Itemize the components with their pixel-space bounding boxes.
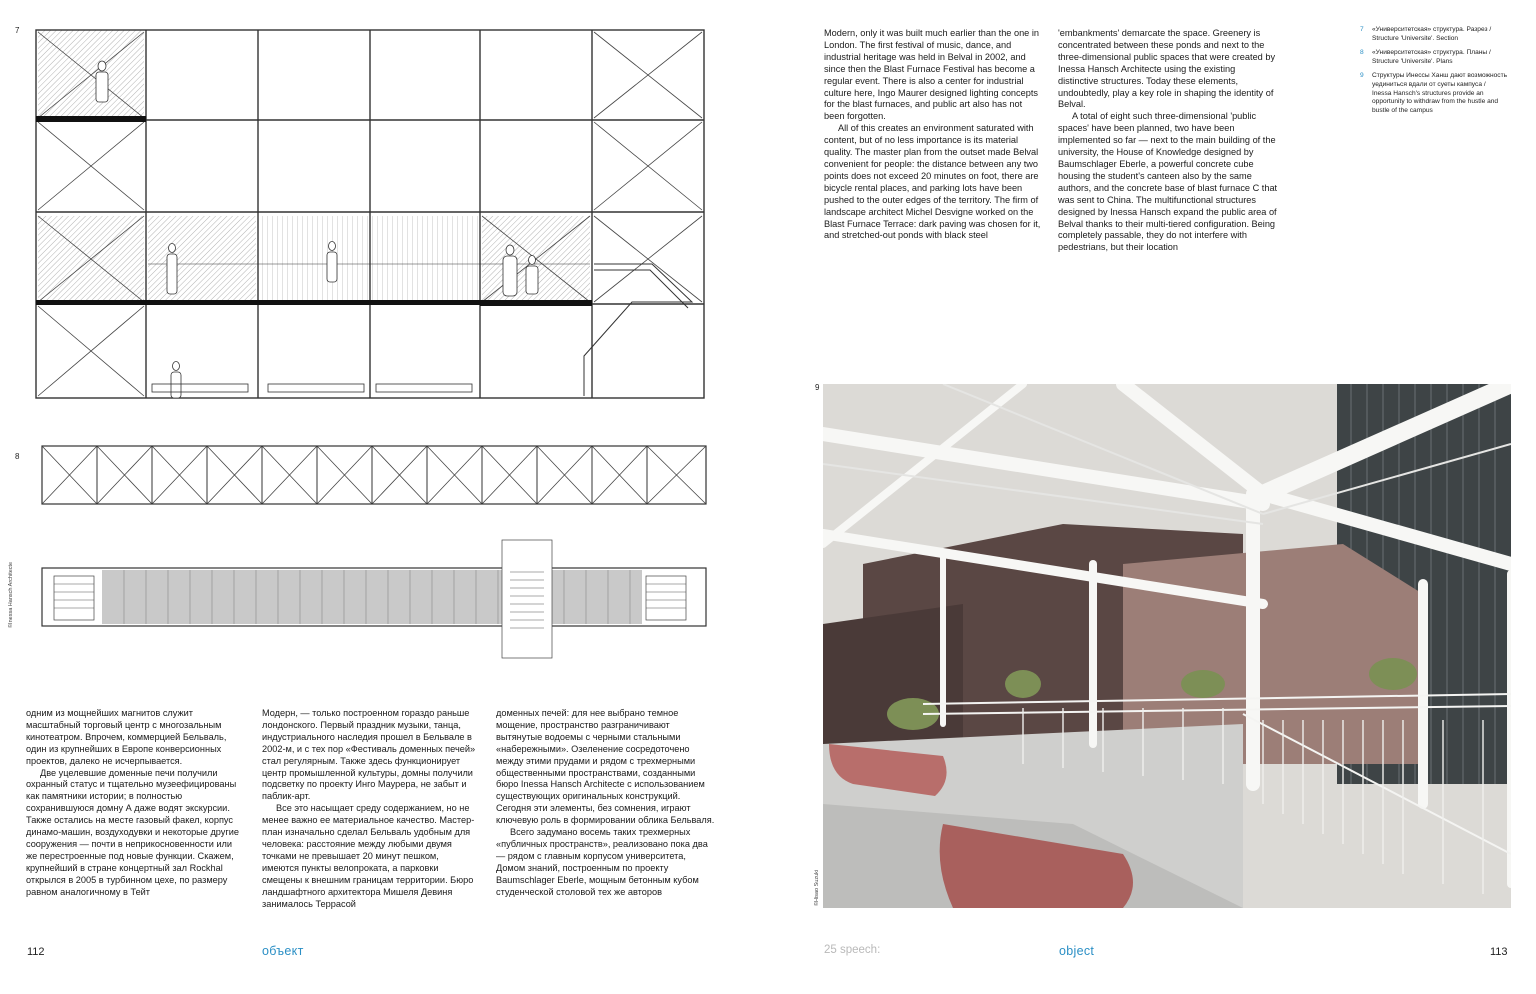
ru-col1-para1: одним из мощнейших магнитов служит масштабный торговый центр с многозальным кинотеатром. Впрочем, коммерцией Бельваль, один из крупнейших в Европе конверсионных проектов, далеко не исчерпывается. [26, 708, 227, 766]
en-col1-para1: Modern, only it was built much earlier than the one in London. The first festival of music, dance, and industrial heritage was held in Belval in 2002, and since then the Blast Furnace Festival has become a regular event. There is also a center for industrial culture here, Ingo Maurer designed lighting concepts for the blast furnaces, and public art also has not been forgotten. [824, 28, 1040, 122]
section-title-left: объект [262, 944, 304, 958]
drawing-credit: ©Inessa Hansch Architecte [8, 561, 14, 628]
caption-item [1360, 26, 1510, 43]
en-column-1 [824, 28, 1044, 242]
caption-number: 7 [1360, 26, 1364, 33]
floor-plan-drawing [40, 532, 730, 662]
en-column-2 [1058, 28, 1278, 254]
caption-ru: «Университетская» структура. Планы / [1372, 49, 1491, 57]
ru-col2-para2: Все это насыщает среду содержанием, но не менее важно ее материальное качество. Мастер-план изначально сделал Бельваль удобным для человека: расстояние между любыми двумя точками не превышает 20 минут пешком, имеются пункты велопроката, а парковки смещены к внешним границам территории. Бюро ландшафтного архитектора Мишеля Девиня занималось Террасой [262, 803, 475, 909]
roof-plan-drawing [40, 442, 710, 512]
ru-column-2 [262, 708, 477, 910]
ru-col3-para1: доменных печей: для нее выбрано темное мощение, пространство разграничивают вытянутые водоемы с черными стальными «набережными». Озеленение сосредоточено между этими прудами и рядом с трехмерными общественными пространствами, созданными бюро Inessa Hansch Architecte с использованием существующих оригинальных конструкций. Сегодня эти элементы, без сомнения, играют ключевую роль в формировании облика Бельваля. [496, 708, 715, 826]
caption-item [1360, 72, 1510, 115]
caption-en: Structure 'Universite'. Plans [1372, 57, 1453, 65]
caption-number: 9 [1360, 72, 1364, 80]
page-number-right: 113 [1490, 946, 1508, 958]
section-title-right: object [1059, 944, 1095, 958]
magazine-brand: 25 speech: [824, 944, 881, 956]
en-col2-para1: 'embankments' demarcate the space. Greenery is concentrated between these ponds and next to the three-dimensional public spaces that were created by Inessa Hansch Architecte using the existing distinctive structures. Today these elements, undoubtedly, play a key role in shaping the identity of Belval. [1058, 28, 1276, 110]
section-drawing [32, 26, 722, 406]
caption-en: Inessa Hansch's structures provide an opportunity to withdraw from the hustle and bustle of the campus [1372, 89, 1499, 114]
caption-ru: «Университетская» структура. Разрез / [1372, 26, 1492, 33]
ru-col2-para1: Модерн, — только построенном гораздо раньше лондонского. Первый праздник музыки, танца, индустриального наследия прошел в Бельвале в 2002-м, и с тех пор «Фестиваль доменных печей» стал регулярным. Также здесь функционирует центр промышленной культуры, домны получили подсветку по проекту Инго Маурера, не забыт и паблик-арт. [262, 708, 476, 802]
photo-credit: ©Hisao Suzuki [814, 869, 820, 906]
figure-8-label: 8 [15, 452, 20, 461]
figure-7-label: 7 [15, 26, 20, 35]
page-number-left: 112 [27, 946, 45, 958]
en-col1-para2: All of this creates an environment saturated with content, but of no less importance is its material quality. The master plan from the outset made Belval convenient for people: the distance between any two points does not exceed 20 minutes on foot, there are bicycle rental places, and parking lots have been pushed to the outer edges of the territory. The firm of landscape architect Michel Desvigne worked on the Blast Furnace Terrace: dark paving was chosen for it, and stretched-out ponds with black steel [824, 123, 1041, 241]
en-col2-para2: A total of eight such three-dimensional 'public spaces' have been planned, two have been implemented so far — next to the main building of the university, the House of Knowledge designed by Baumschlager Eberle, a powerful concrete cube housing the student's canteen also by the same authors, and the concrete base of blast furnace C that was sent to China. The multifunctional structures designed by Inessa Hansch expand the public area of Belval thanks to their multi-tiered configuration. Being completely passable, they do not interfere with pedestrians, but their location [1058, 111, 1278, 253]
terrace-photo [823, 384, 1511, 908]
figure-9-label: 9 [815, 383, 820, 392]
caption-en: Structure 'Universite'. Section [1372, 34, 1459, 42]
ru-column-1 [26, 708, 241, 899]
ru-col1-para2: Две уцелевшие доменные печи получили охранный статус и тщательно музеефицированы как памятники истории; в полностью сохранившуюся домну А даже водят экскурсии. Также остались на месте газовый факел, корпус динамо-машин, воздуходувки и некоторые другие сооружения — почти в неприкосновенности или же перестроенные под новые функции. Скажем, крупнейший в стране концертный зал Rockhal открылся в 2005 в турбинном цехе, по размеру равном аналогичному в Тейт [26, 767, 239, 897]
ru-column-3 [496, 708, 716, 899]
ru-col3-para2: Всего задумано восемь таких трехмерных «публичных пространств», реализовано пока два — рядом с главным корпусом университета, Домом знаний, построенным по проекту Baumschlager Eberle, мощным бетонным кубом студенческой столовой тех же авторов [496, 827, 708, 897]
right-page [768, 0, 1536, 994]
caption-number: 8 [1360, 49, 1364, 57]
figure-captions [1360, 26, 1510, 121]
caption-ru: Структуры Инессы Ханш дают возможность уединиться вдали от суеты кампуса / [1372, 72, 1508, 88]
caption-item [1360, 49, 1510, 66]
